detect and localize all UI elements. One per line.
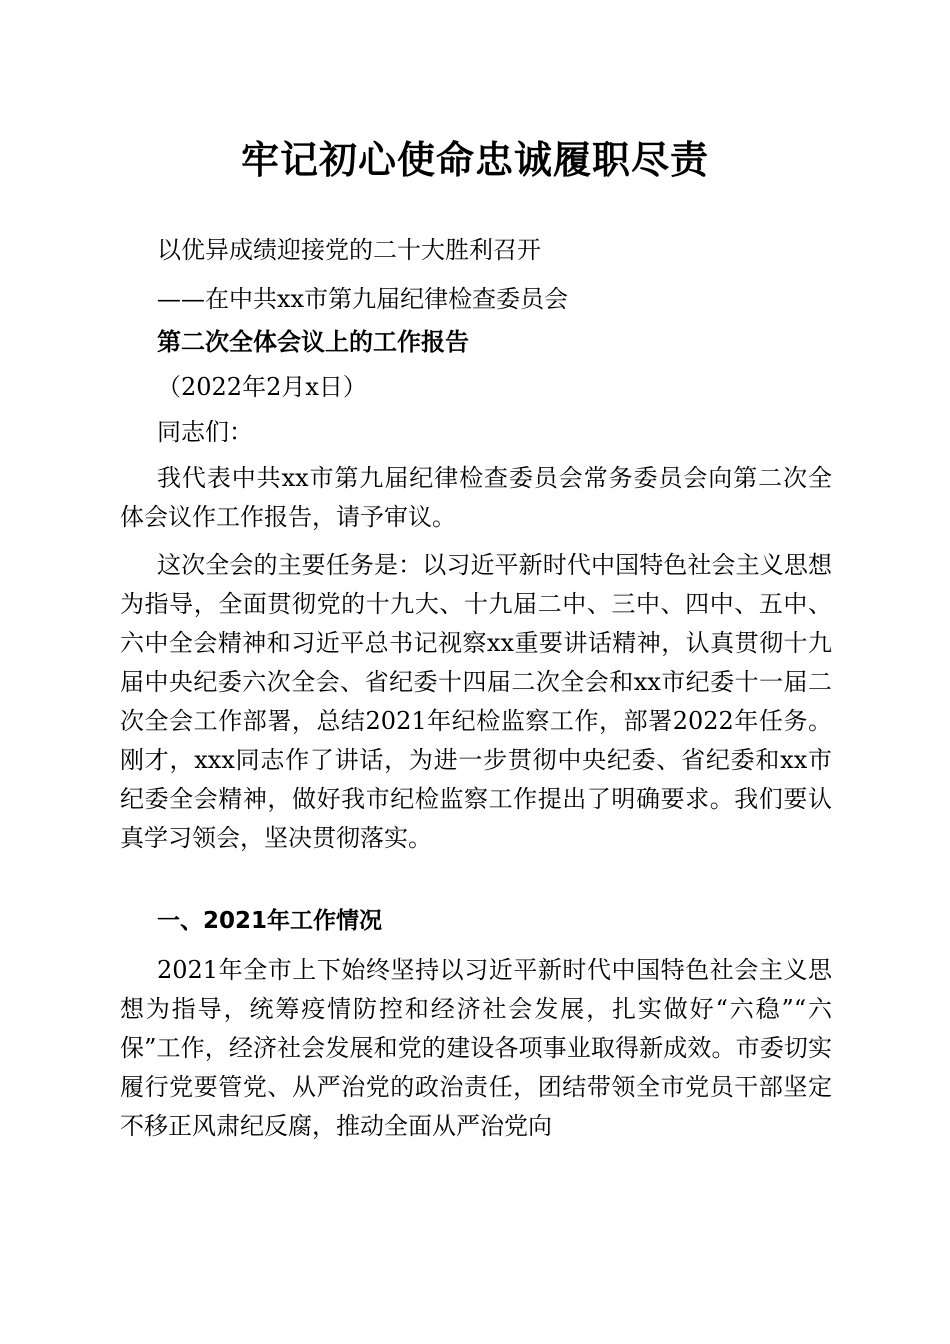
paragraph-intro: 我代表中共xx市第九届纪律检查委员会常务委员会向第二次全体会议作工作报告，请予审议。 xyxy=(120,464,832,531)
document-title: 牢记初心使命忠诚履职尽责 xyxy=(240,138,709,182)
paragraph-2021-work: 2021年全市上下始终坚持以习近平新时代中国特色社会主义思想为指导，统筹疫情防控和经济社会发展，扎实做好“六稳”“六保”工作，经济社会发展和党的建设各项事业取得新成效。市委切实履行党要管党、从严治党的政治责任，团结带领全市党员干部坚定不移正风肃纪反腐，推动全面从严治党向 xyxy=(120,956,832,1140)
paragraph-main-tasks: 这次全会的主要任务是：以习近平新时代中国特色社会主义思想为指导，全面贯彻党的十九大、十九届二中、三中、四中、五中、六中全会精神和习近平总书记视察xx重要讲话精神，认真贯彻十九届中央纪委六次全会、省纪委十四届二次全会和xx市纪委十一届二次全会工作部署，总结2021年纪检监察工作，部署2022年任务。刚才，xxx同志作了讲话，为进一步贯彻中央纪委、省纪委和xx市纪委全会精神，做好我市纪检监察工作提出了明确要求。我们要认真学习领会，坚决贯彻落实。 xyxy=(120,551,832,852)
subtitle-line-2: ——在中共xx市第九届纪律检查委员会 xyxy=(157,285,569,313)
subtitle-line-1: 以优异成绩迎接党的二十大胜利召开 xyxy=(157,236,541,264)
section-heading-1: 一、2021年工作情况 xyxy=(157,908,383,934)
salutation: 同志们： xyxy=(157,418,253,446)
report-date: （2022年2月x日） xyxy=(157,373,367,401)
subtitle-line-3: 第二次全体会议上的工作报告 xyxy=(157,327,469,356)
